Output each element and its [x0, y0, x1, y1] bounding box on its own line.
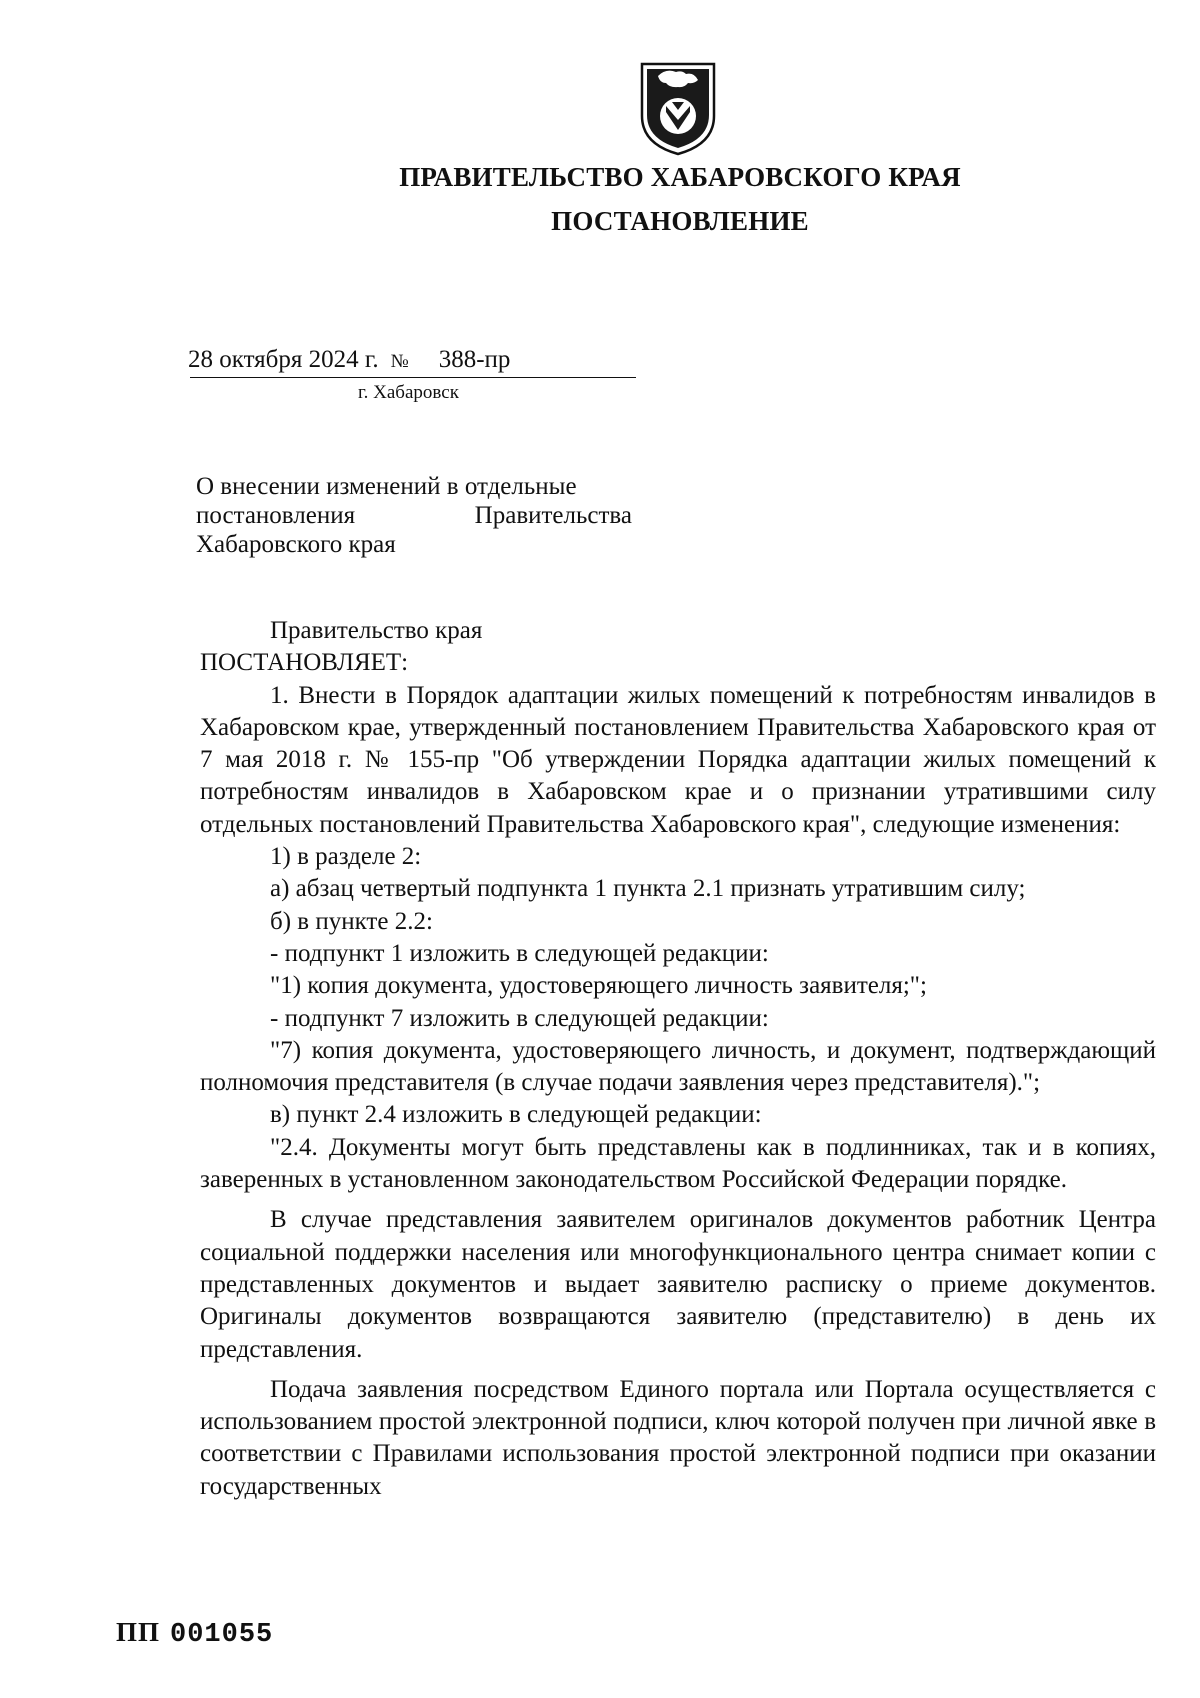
body-paragraph: в) пункт 2.4 изложить в следующей редакции:: [270, 1101, 762, 1129]
body-paragraph: - подпункт 7 изложить в следующей редакции:: [270, 1004, 769, 1032]
subject-word: Правительства: [474, 502, 632, 529]
body-paragraph: "2.4. Документы могут быть представлены как в подлинниках, так и в копиях, заверенных в установленном законодательством Российской Федерации порядке.: [200, 1133, 1156, 1194]
number-underline: [190, 377, 636, 378]
body-paragraph: 1. Внести в Порядок адаптации жилых помещений к потребностям инвалидов в Хабаровском крае, утвержденный постановлением Правительства Хабаровского края от 7 мая 2018 г. № 155-пр "Об утверждении Порядка адаптации жилых помещений к потребностям инвалидов в Хабаровском крае и о признании утратившими силу отдельных постановлений Правительства Хабаровского края", следующие изменения:: [200, 681, 1156, 838]
subject-line: О внесении изменений в отдельные: [196, 473, 577, 500]
body-paragraph: В случае представления заявителем оригиналов документов работник Центра социальной поддержки населения или многофункционального центра снимает копии с представленных документов и выдает заявителю расписку о приеме документов. Оригиналы документов возвращаются заявителю (представителю) в день их представления.: [200, 1206, 1156, 1363]
form-serial-number: [116, 1617, 273, 1650]
body-paragraph: ПОСТАНОВЛЯЕТ:: [200, 649, 409, 677]
body-paragraph: 1) в разделе 2:: [270, 843, 422, 871]
document-type: ПОСТАНОВЛЕНИЕ: [551, 206, 809, 236]
government-title: ПРАВИТЕЛЬСТВО ХАБАРОВСКОГО КРАЯ: [399, 162, 961, 192]
number-label: №: [390, 351, 409, 372]
body-paragraph: "7) копия документа, удостоверяющего личность, и документ, подтверждающий полномочия представителя (в случае подачи заявления через представителя).";: [200, 1036, 1156, 1097]
subject-word: постановления: [196, 502, 356, 529]
body-paragraph: Правительство края: [270, 617, 483, 644]
city: г. Хабаровск: [358, 382, 459, 403]
coat-of-arms-icon: [636, 58, 720, 158]
document-number: 388-пр: [438, 346, 511, 373]
body-paragraph: "1) копия документа, удостоверяющего личность заявителя;";: [270, 972, 927, 1000]
date-number-line: [188, 346, 510, 374]
form-code: 001055: [170, 1620, 274, 1650]
document-body: [200, 615, 1156, 1503]
subject-line: Хабаровского края: [196, 531, 396, 558]
body-paragraph: Подача заявления посредством Единого портала или Портала осуществляется с использованием простой электронной подписи, ключ которой получен при личной явке в соответствии с Правилами использования простой электронной подписи при оказании государственных: [200, 1375, 1156, 1500]
subject-line: [196, 501, 632, 530]
body-paragraph: б) в пункте 2.2:: [270, 907, 433, 935]
document-date: 28 октября 2024 г.: [188, 346, 379, 373]
form-series: ПП: [116, 1617, 161, 1647]
body-paragraph: а) абзац четвертый подпункта 1 пункта 2.1 признать утратившим силу;: [270, 875, 1026, 903]
document-subject: [196, 472, 632, 559]
body-paragraph: - подпункт 1 изложить в следующей редакции:: [270, 939, 769, 967]
